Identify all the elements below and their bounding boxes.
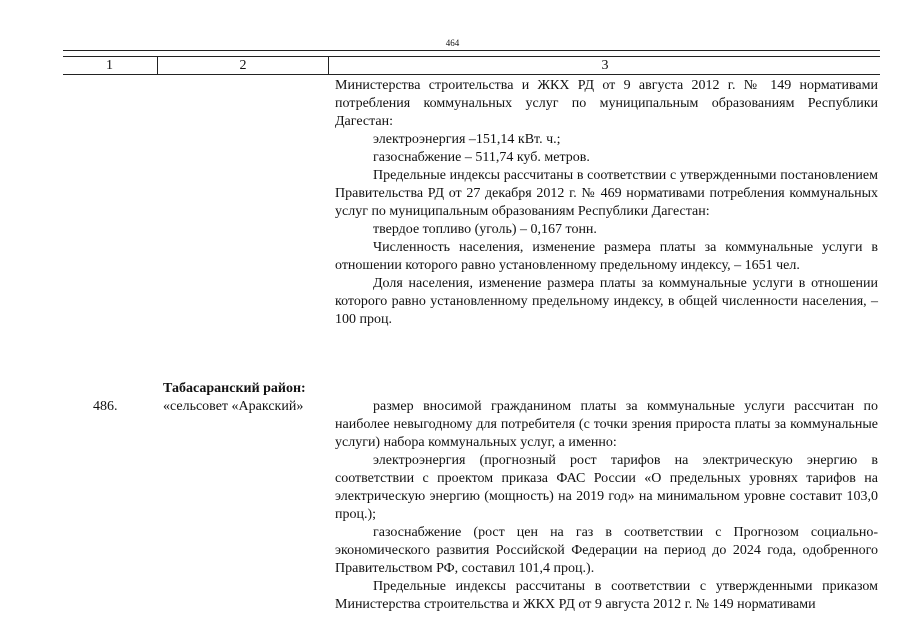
paragraph: газоснабжение (рост цен на газ в соответствии с Прогнозом социально-экономического развития Российской Федерации на период до 2024 года, одобренного Правительством РФ, составил 101,4 проц.). <box>335 525 878 576</box>
paragraph: размер вносимой гражданином платы за коммунальные услуги рассчитан по наиболее невыгодному для потребителя (с точки зрения прироста платы за коммунальные услуги) набора коммунальных услуг, а именно: <box>335 399 878 450</box>
paragraph: Министерства строительства и ЖКХ РД от 9 августа 2012 г. № 149 нормативами потребления коммунальных услуг по муниципальным образованиям Республики Дагестан: <box>335 78 878 129</box>
paragraph: твердое топливо (уголь) – 0,167 тонн. <box>373 222 597 237</box>
paragraph: Доля населения, изменение размера платы за коммунальные услуги в отношении которого равно установленному предельному индексу, в общей численности населения, – 100 проц. <box>335 276 878 327</box>
table-header-row <box>63 56 880 75</box>
paragraph: электроэнергия (прогнозный рост тарифов на электрическую энергию в соответствии с проектом приказа ФАС России «О предельных уровнях тарифов на электрическую энергию (мощность) на 2019 год» на минимальном уровне составит 103,0 проц.); <box>335 453 878 522</box>
paragraph: электроэнергия –151,14 кВт. ч.; <box>373 132 561 147</box>
paragraph: Предельные индексы рассчитаны в соответствии с утвержденными приказом Министерства строительства и ЖКХ РД от 9 августа 2012 г. № 149 нормативами <box>335 579 878 612</box>
settlement-text-block <box>335 398 878 614</box>
paragraph: газоснабжение – 511,74 куб. метров. <box>373 150 590 165</box>
page-number: 464 <box>445 38 460 48</box>
continued-text-block <box>335 77 878 329</box>
settlement-name: «сельсовет «Аракский» <box>163 399 304 414</box>
header-col-3: 3 <box>328 57 881 74</box>
header-col-1: 1 <box>106 58 113 73</box>
district-heading: Табасаранский район: <box>163 381 306 396</box>
header-col-2: 2 <box>157 57 328 74</box>
row-number: 486. <box>93 399 118 414</box>
paragraph: Предельные индексы рассчитаны в соответствии с утвержденными постановлением Правительства РД от 27 декабря 2012 г. № 469 нормативами потребления коммунальных услуг по муниципальным образованиям Республики Дагестан: <box>335 168 878 219</box>
paragraph: Численность населения, изменение размера платы за коммунальные услуги в отношении которого равно установленному предельному индексу, – 1651 чел. <box>335 240 878 273</box>
top-rule <box>63 50 880 51</box>
